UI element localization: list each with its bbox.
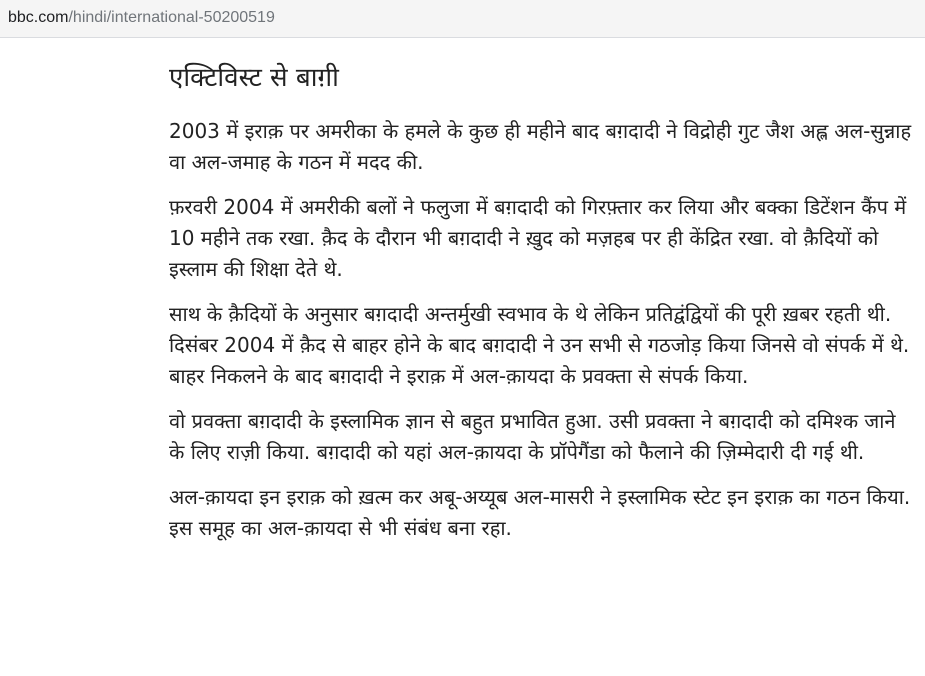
- url-path: /hindi/international-50200519: [68, 9, 275, 26]
- paragraph: वो प्रवक्ता बग़दादी के इस्लामिक ज्ञान से बहुत प्रभावित हुआ. उसी प्रवक्ता ने बग़दादी को दमिश्क जाने के लिए राज़ी किया. बग़दादी को यहां अल-क़ायदा के प्रॉपेगैंडा को फैलाने की ज़िम्मेदारी दी गई थी.: [169, 409, 896, 464]
- paragraph: साथ के क़ैदियों के अनुसार बग़दादी अन्तर्मुखी स्वभाव के थे लेकिन प्रतिद्वंद्वियों की पूरी ख़बर रहती थी. दिसंबर 2004 में क़ैद से बाहर होने के बाद बग़दादी ने उन सभी से गठजोड़ किया जिनसे वो संपर्क में थे. बाहर निकलने के बाद बग़दादी ने इराक़ में अल-क़ायदा के प्रवक्ता से संपर्क किया.: [169, 302, 910, 388]
- url-text[interactable]: [8, 8, 275, 28]
- url-host: bbc.com: [8, 9, 69, 26]
- article-body: [169, 58, 914, 558]
- paragraph: अल-क़ायदा इन इराक़ को ख़त्म कर अबू-अय्यूब अल-मासरी ने इस्लामिक स्टेट इन इराक़ का गठन किया. इस समूह का अल-क़ायदा से भी संबंध बना रहा.: [169, 485, 911, 540]
- paragraph: फ़रवरी 2004 में अमरीकी बलों ने फलुजा में बग़दादी को गिरफ़्तार कर लिया और बक्का डिटेंशन कैंप में 10 महीने तक रखा. क़ैद के दौरान भी बग़दादी ने ख़ुद को मज़हब पर ही केंद्रित रखा. वो क़ैदियों को इस्लाम की शिक्षा देते थे.: [169, 195, 907, 281]
- paragraph: 2003 में इराक़ पर अमरीका के हमले के कुछ ही महीने बाद बग़दादी ने विद्रोही गुट जैश अह्ल अल-सुन्नाह वा अल-जमाह के गठन में मदद की.: [169, 119, 912, 174]
- address-bar[interactable]: [0, 0, 925, 38]
- section-heading: एक्टिविस्ट से बाग़ी: [169, 63, 339, 93]
